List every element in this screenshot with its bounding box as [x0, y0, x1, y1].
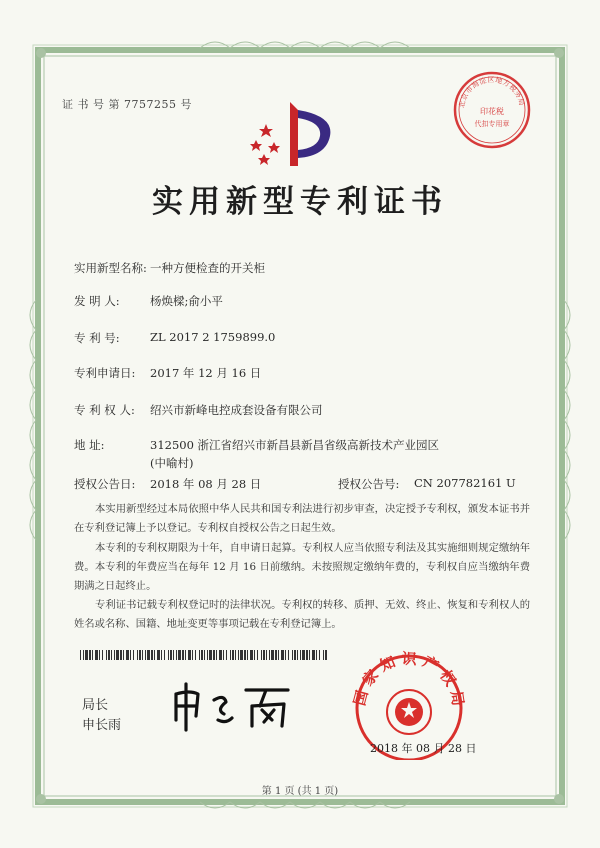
- paragraph-term: 本专利的专利权期限为十年，自申请日起算。专利权人应当依照专利法及其实施细则规定缴纳年费。本专利的年费应当在每年 12 月 16 日前缴纳。未按照规定缴纳年费的，专利权自应当缴纳年费期满之日起终止。: [74, 542, 530, 592]
- certificate-number: 证 书 号 第 7757255 号: [62, 98, 192, 111]
- patent-number-value: ZL 2017 2 1759899.0: [150, 330, 276, 344]
- tax-stamp: [452, 70, 532, 150]
- page-indicator: 第 1 页 (共 1 页): [261, 786, 339, 797]
- grant-number-label: 授权公告号:: [338, 477, 400, 491]
- patentee-value: 绍兴市新峰电控成套设备有限公司: [150, 403, 323, 417]
- grant-date-value: 2018 年 08 月 28 日: [150, 477, 262, 491]
- certificate-title: 实用新型专利证书: [152, 184, 448, 220]
- barcode: [80, 650, 330, 660]
- address-value-line2: (中喻村): [150, 456, 194, 470]
- tax-stamp-line2: 代扣专用章: [474, 120, 510, 128]
- grant-number-value: CN 207782161 U: [414, 476, 516, 490]
- seal-ring-text: 国家知识产权局: [350, 650, 468, 713]
- paragraph-grant: 本实用新型经过本局依照中华人民共和国专利法进行初步审查，决定授予专利权，颁发本证书并在专利登记簿上予以登记。专利权自授权公告之日起生效。: [74, 503, 530, 534]
- director-title: 局长: [82, 698, 109, 713]
- patent-number-label: 专 利 号:: [74, 331, 120, 345]
- patentee-label: 专 利 权 人:: [74, 403, 135, 417]
- application-date-label: 专利申请日:: [74, 366, 136, 380]
- handwritten-signature-icon: [168, 680, 302, 732]
- director-name: 申长雨: [82, 718, 122, 733]
- cnipa-logo-icon: [248, 98, 336, 170]
- tax-stamp-ring-text: 北京市海淀区地方税务局: [457, 75, 526, 109]
- address-value-line1: 312500 浙江省绍兴市新昌县新昌省级高新技术产业园区: [150, 438, 440, 452]
- utility-model-name-label: 实用新型名称:: [74, 261, 147, 275]
- sign-date: 2018 年 08 月 28 日: [370, 742, 477, 755]
- address-label: 地 址:: [74, 438, 105, 452]
- inventor-value: 杨焕樑;俞小平: [150, 294, 223, 308]
- paragraph-legal-status: 专利证书记载专利权登记时的法律状况。专利权的转移、质押、无效、终止、恢复和专利权人的姓名或名称、国籍、地址变更等事项记载在专利登记簿上。: [74, 599, 530, 630]
- application-date-value: 2017 年 12 月 16 日: [150, 366, 262, 380]
- grant-date-label: 授权公告日:: [74, 477, 136, 491]
- utility-model-name-value: 一种方便检查的开关柜: [150, 261, 265, 275]
- tax-stamp-line1: 印花税: [480, 107, 504, 116]
- inventor-label: 发 明 人:: [74, 294, 120, 308]
